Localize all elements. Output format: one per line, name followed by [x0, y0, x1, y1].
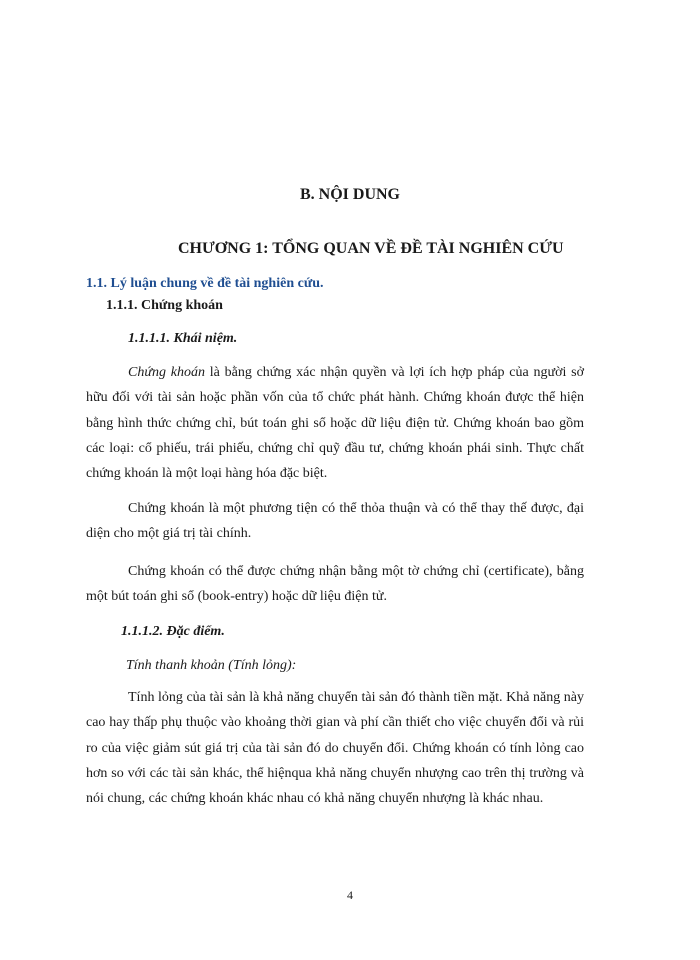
- page-number: 4: [347, 888, 353, 902]
- paragraph-definition-text: là bằng chứng xác nhận quyền và lợi ích hợp pháp của người sở hữu đối với tài sản hoặc phần vốn của tổ chức phát hành. Chứng khoán được thể hiện bằng hình thức chứng chỉ, bút toán ghi sổ hoặc dữ liệu điện tử. Chứng khoán bao gồm các loại: cổ phiếu, trái phiếu, chứng chỉ quỹ đầu tư, chứng khoán phái sinh. Thực chất chứng khoán là một loại hàng hóa đặc biệt.: [86, 365, 584, 482]
- section-title: B. NỘI DUNG: [299, 186, 400, 203]
- heading-1-1: 1.1. Lý luận chung về đề tài nghiên cứu.: [86, 276, 324, 291]
- paragraph-financial-value: Chứng khoán là một phương tiện có thể thỏa thuận và có thể thay thế được, đại diện cho một giá trị tài chính.: [86, 501, 584, 542]
- term-chung-khoan: Chứng khoán: [128, 365, 205, 380]
- paragraph-liquidity: Tính lỏng của tài sản là khả năng chuyển tài sản đó thành tiền mặt. Khả năng này cao hay thấp phụ thuộc vào khoảng thời gian và phí cần thiết cho việc chuyển đổi và rủi ro của việc giảm sút giá trị của tài sản đó do chuyển đổi. Chứng khoán có tính lỏng cao hơn so với các tài sản khác, thể hiệnqua khả năng chuyển nhượng cao trên thị trường và nói chung, các chứng khoán khác nhau có khả năng chuyển nhượng là khác nhau.: [86, 690, 584, 807]
- paragraph-definition: [86, 360, 584, 486]
- heading-1-1-1-1: 1.1.1.1. Khái niệm.: [128, 331, 238, 346]
- heading-1-1-1: 1.1.1. Chứng khoán: [106, 298, 223, 313]
- paragraph-certificate: Chứng khoán có thể được chứng nhận bằng một tờ chứng chỉ (certificate), bằng một bút toán ghi sổ (book-entry) hoặc dữ liệu điện tử.: [86, 564, 584, 605]
- chapter-title: CHƯƠNG 1: TỔNG QUAN VỀ ĐỀ TÀI NGHIÊN CỨU: [178, 240, 564, 257]
- subheading-liquidity: Tính thanh khoản (Tính lỏng):: [126, 658, 297, 673]
- heading-1-1-1-2: 1.1.1.2. Đặc điểm.: [121, 624, 225, 639]
